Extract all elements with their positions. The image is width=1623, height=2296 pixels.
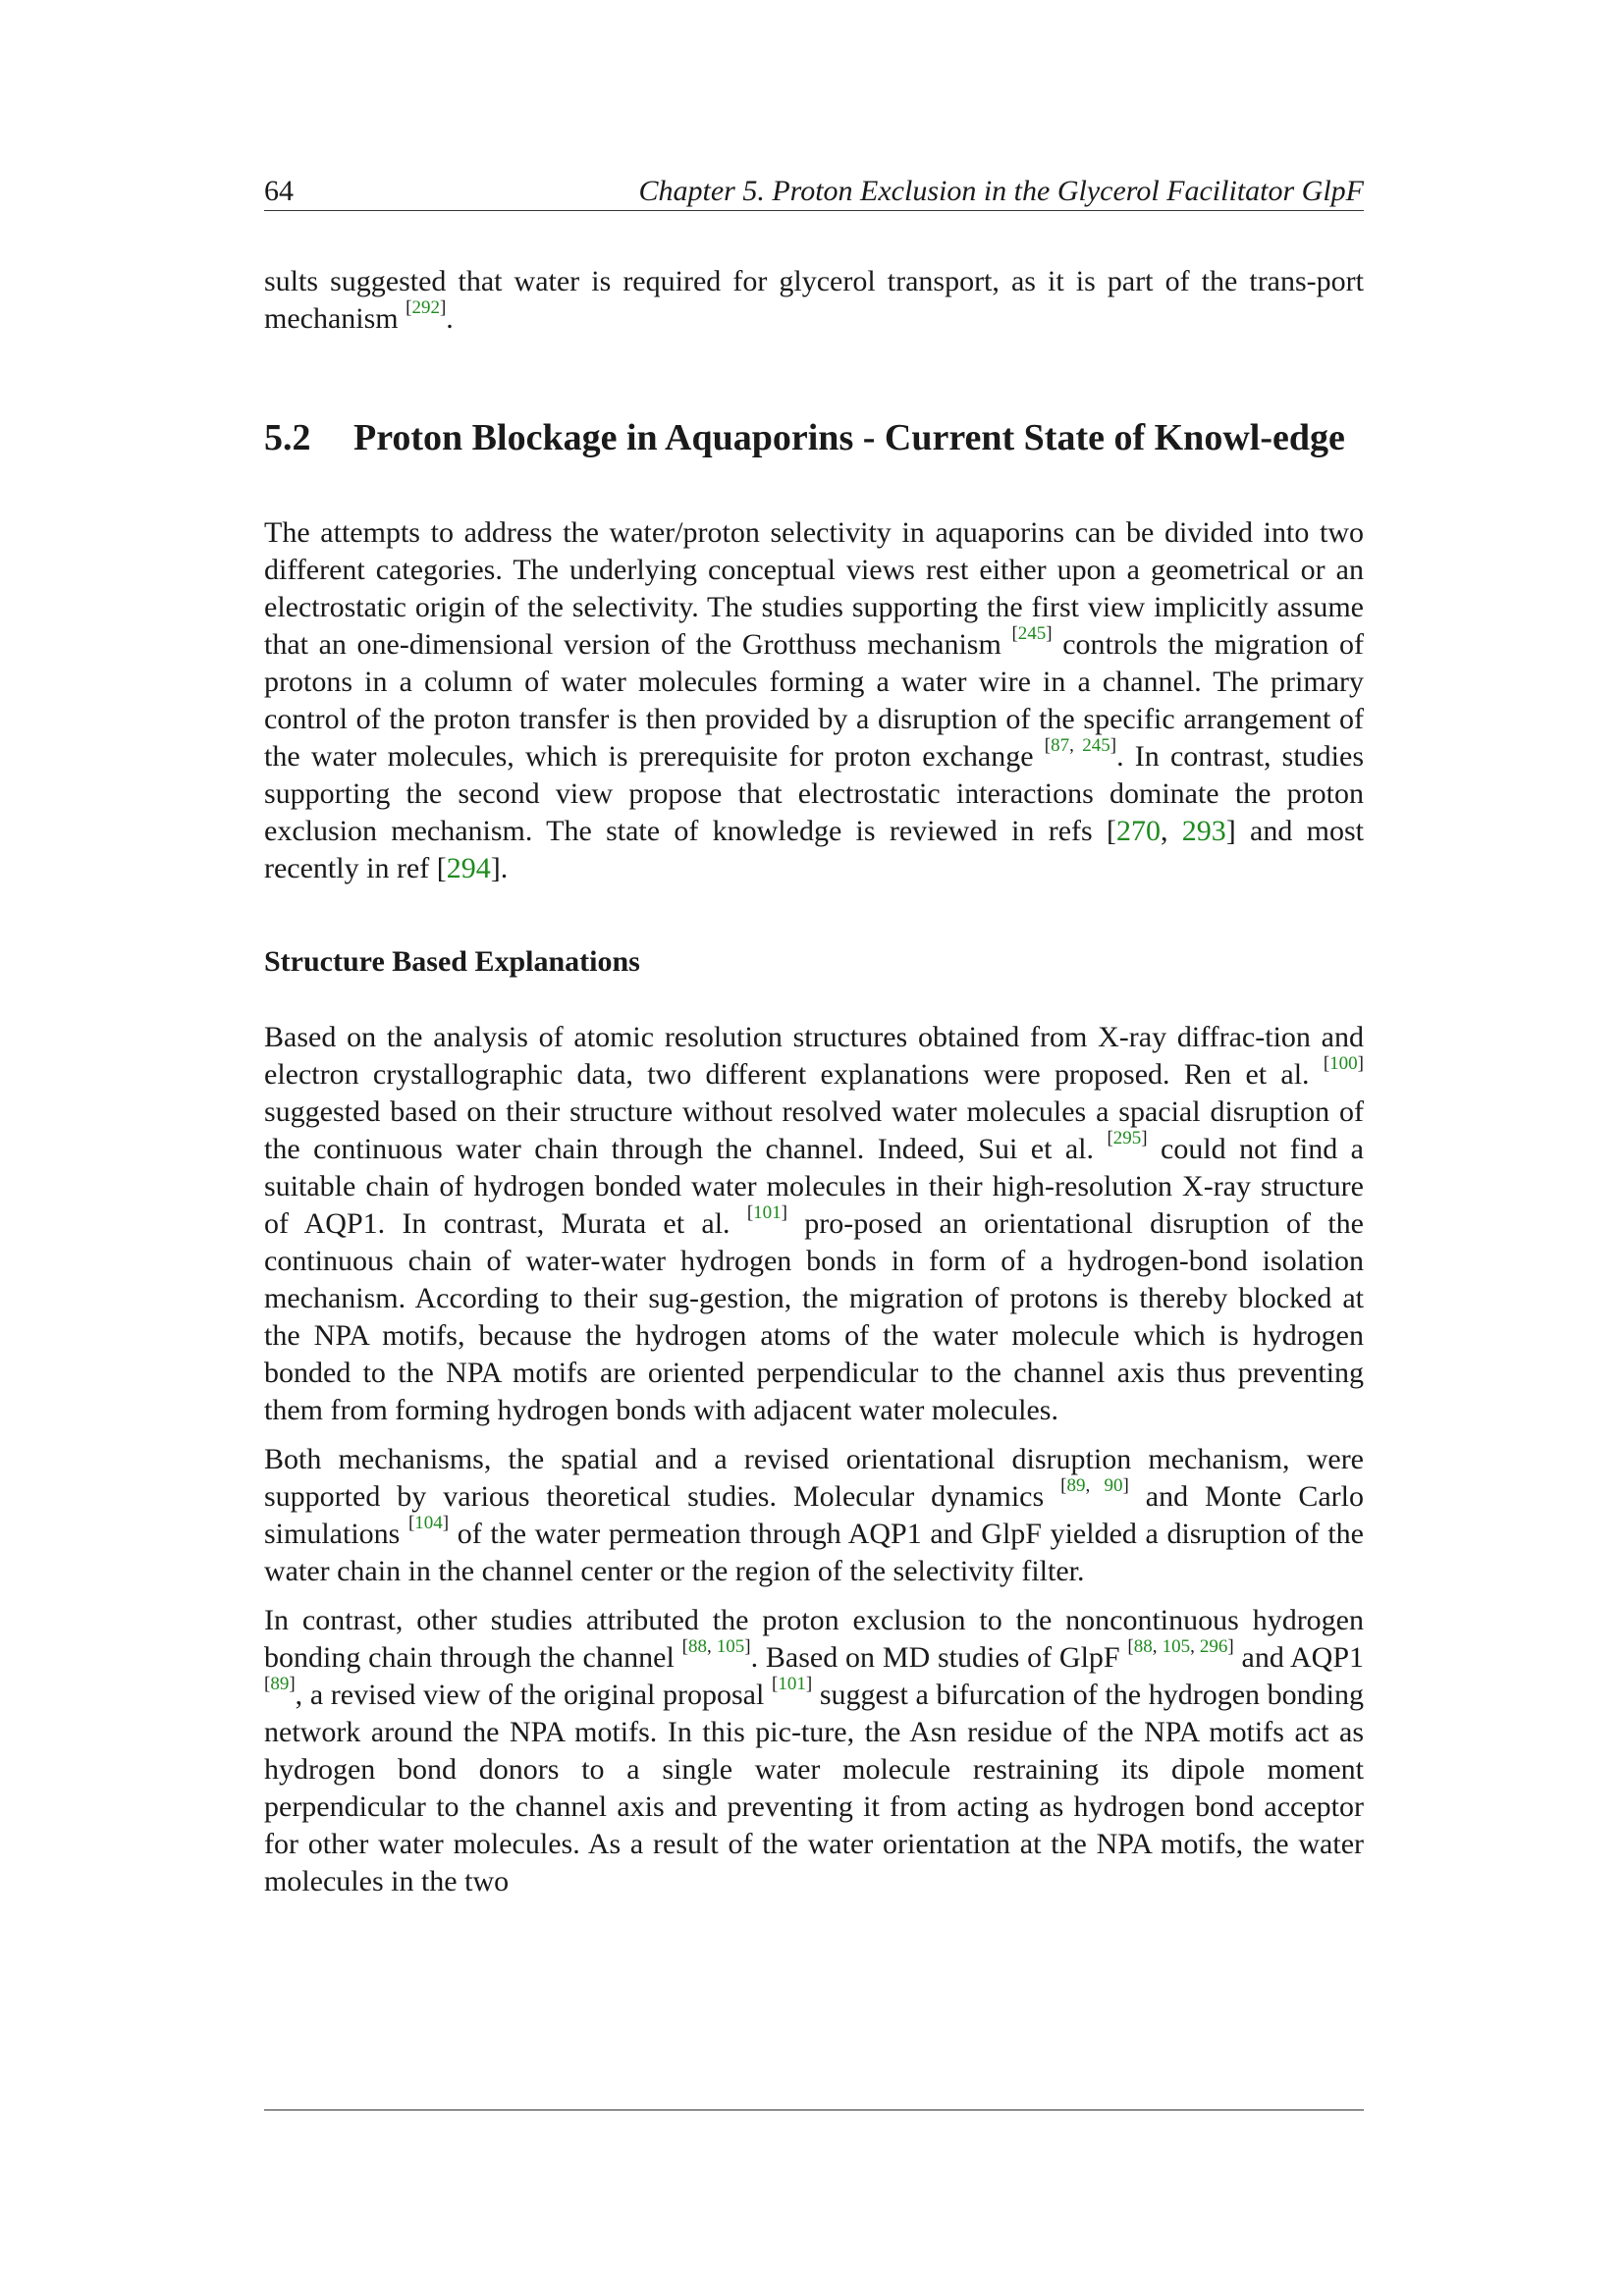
page-content (264, 263, 1364, 1900)
paragraph-structure-1: Based on the analysis of atomic resolution structures obtained from X-ray diffrac-tion and electron crystallographic data, two different explanations were proposed. Ren et al. [100] suggested based on their structure without resolved water molecules a spacial disruption of the continuous water chain through the channel. Indeed, Sui et al. [295] could not find a suitable chain of hydrogen bonded water molecules in their high-resolution X-ray structure of AQP1. In contrast, Murata et al. [101] pro-posed an orientational disruption of the continuous chain of water-water hydrogen bonds in form of a hydrogen-bond isolation mechanism. According to their sug-gestion, the migration of protons is thereby blocked at the NPA motifs, because the hydrogen atoms of the water molecule which is hydrogen bonded to the NPA motifs are oriented perpendicular to the channel axis thus preventing them from forming hydrogen bonds with adjacent water molecules. (264, 1021, 1364, 1426)
section-number: 5.2 (264, 417, 311, 458)
citation: [104] (407, 1513, 450, 1533)
header-rule (264, 210, 1364, 211)
section-title: Proton Blockage in Aquaporins - Current State of Knowl-edge (353, 417, 1345, 458)
citation: [101] (772, 1674, 813, 1694)
citation: [89, 90] (1060, 1475, 1129, 1496)
subsection-heading: Structure Based Explanations (264, 945, 640, 978)
citation: [100] (1323, 1053, 1364, 1074)
citation-link[interactable]: 88 (1133, 1636, 1153, 1657)
citation-link[interactable]: 295 (1112, 1128, 1142, 1148)
citation: [89] (264, 1674, 296, 1694)
citation-link[interactable]: 87 (1051, 735, 1070, 756)
section-heading (264, 414, 1364, 461)
citation: [292] (406, 297, 447, 318)
citation-link[interactable]: 245 (1017, 623, 1047, 644)
citation-link[interactable]: 292 (411, 297, 440, 318)
citation-link[interactable]: 88 (687, 1636, 707, 1657)
citation-link[interactable]: 101 (753, 1202, 782, 1223)
citation-link[interactable]: 294 (446, 852, 491, 884)
page-number: 64 (264, 175, 294, 207)
citation: [87, 245] (1044, 735, 1117, 756)
citation-link[interactable]: 100 (1329, 1053, 1358, 1074)
paragraph-structure-2: Both mechanisms, the spatial and a revised orientational disruption mechanism, were supported by various theoretical studies. Molecular dynamics [89, 90] and Monte Carlo simulations [104] of the water permeation through AQP1 and GlpF yielded a disruption of the water chain in the channel center or the region of the selectivity filter. (264, 1443, 1364, 1587)
citation-link[interactable]: 270 (1115, 815, 1161, 847)
citation: [88, 105, 296] (1127, 1636, 1234, 1657)
citation-link[interactable]: 104 (414, 1513, 443, 1533)
citation-link[interactable]: 293 (1181, 815, 1226, 847)
footer-rule (264, 2109, 1364, 2110)
citation: [101] (746, 1202, 787, 1223)
citation-link[interactable]: 89 (270, 1674, 290, 1694)
citation: [295] (1107, 1128, 1148, 1148)
paragraph-intro: The attempts to address the water/proton selectivity in aquaporins can be divided into two different categories. The underlying conceptual views rest either upon a geometrical or an electrostatic origin of the selectivity. The studies supporting the first view implicitly assume that an one-dimensional version of the Grotthuss mechanism [245] controls the migration of protons in a column of water molecules forming a water wire in a channel. The primary control of the proton transfer is then provided by a disruption of the specific arrangement of the water molecules, which is prerequisite for proton exchange [87, 245]. In contrast, studies supporting the second view propose that electrostatic interactions dominate the proton exclusion mechanism. The state of knowledge is reviewed in refs [270, 293] and most recently in ref [294]. (264, 516, 1365, 884)
chapter-title: Chapter 5. Proton Exclusion in the Glycerol Facilitator GlpF (638, 175, 1364, 207)
running-header (264, 172, 1364, 211)
citation-link[interactable]: 105 (1162, 1636, 1191, 1657)
paragraph-structure-3: In contrast, other studies attributed the proton exclusion to the noncontinuous hydrogen bonding chain through the channel [88, 105]. Based on MD studies of GlpF [88, 105, 296] and AQP1 [89], a revised view of the original proposal [101] suggest a bifurcation of the hydrogen bonding network around the NPA motifs. In this pic-ture, the Asn residue of the NPA motifs act as hydrogen bond donors to a single water molecule restraining its dipole moment perpendicular to the channel axis and preventing it from acting as hydrogen bond acceptor for other water molecules. As a result of the water orientation at the NPA motifs, the water molecules in the two (264, 1604, 1365, 1897)
citation-link[interactable]: 101 (778, 1674, 806, 1694)
citation-link[interactable]: 90 (1104, 1475, 1123, 1496)
citation: [245] (1011, 623, 1053, 644)
citation-link[interactable]: 296 (1199, 1636, 1228, 1657)
citation-link[interactable]: 89 (1066, 1475, 1086, 1496)
paragraph-continuation: sults suggested that water is required for glycerol transport, as it is part of the trans-port mechanism [292]. (264, 265, 1364, 335)
citation-link[interactable]: 105 (716, 1636, 745, 1657)
citation: [88, 105] (681, 1636, 751, 1657)
citation-link[interactable]: 245 (1082, 735, 1110, 756)
